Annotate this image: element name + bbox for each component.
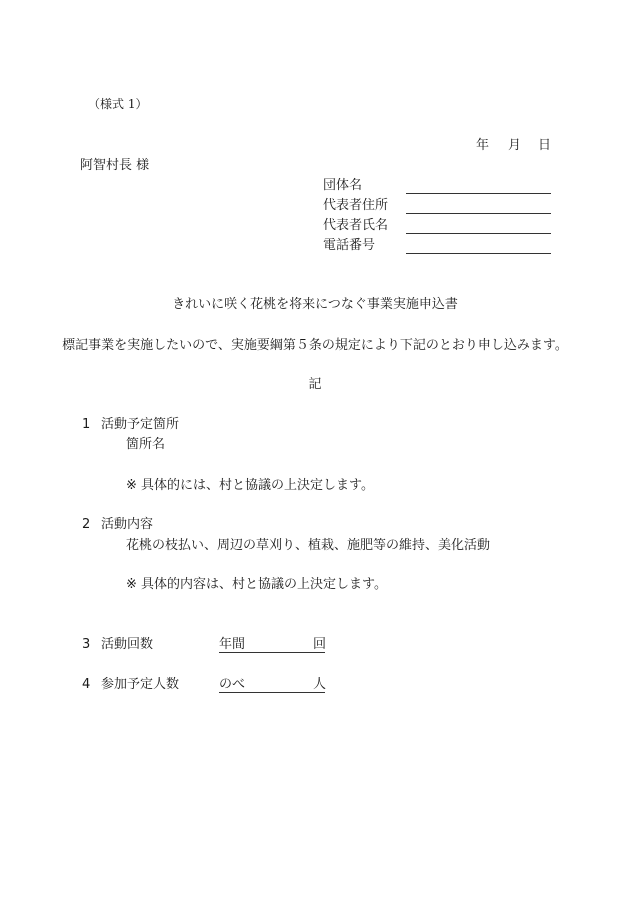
item-1-detail: 箇所名 bbox=[126, 437, 166, 452]
date-month-label: 月 bbox=[508, 138, 522, 153]
intro-text: 標記事業を実施したいので、実施要綱第５条の規定により下記のとおり申し込みます。 bbox=[62, 338, 568, 353]
participant-count-field[interactable] bbox=[219, 692, 325, 693]
item-3-suffix: 回 bbox=[313, 637, 327, 652]
addressee: 阿智村長 様 bbox=[80, 158, 150, 173]
field-label-representative-name: 代表者氏名 bbox=[323, 218, 389, 233]
item-2-note: ※ 具体的内容は、村と協議の上決定します。 bbox=[126, 577, 387, 592]
document-title: きれいに咲く花桃を将来につなぐ事業実施申込書 bbox=[172, 297, 458, 312]
item-4-number: 4 bbox=[82, 677, 91, 692]
item-4-heading: 参加予定人数 bbox=[101, 677, 180, 692]
item-4-prefix: のべ bbox=[219, 677, 246, 692]
activity-count-field[interactable] bbox=[219, 652, 325, 653]
item-2-number: 2 bbox=[82, 517, 91, 532]
form-number: （様式 1） bbox=[88, 97, 148, 111]
item-1-number: 1 bbox=[82, 417, 91, 432]
item-1-note: ※ 具体的には、村と協議の上決定します。 bbox=[126, 478, 374, 493]
item-2-heading: 活動内容 bbox=[101, 517, 154, 532]
item-4-suffix: 人 bbox=[313, 677, 327, 692]
item-3-heading: 活動回数 bbox=[101, 637, 154, 652]
item-3-number: 3 bbox=[82, 637, 91, 652]
representative-name-field[interactable] bbox=[406, 233, 551, 234]
phone-number-field[interactable] bbox=[406, 253, 551, 254]
item-3-prefix: 年間 bbox=[219, 637, 246, 652]
field-label-group-name: 団体名 bbox=[323, 178, 363, 193]
date-year-label: 年 bbox=[476, 138, 490, 153]
field-label-representative-address: 代表者住所 bbox=[323, 198, 389, 213]
ki-heading: 記 bbox=[308, 377, 322, 392]
item-1-heading: 活動予定箇所 bbox=[101, 417, 180, 432]
date-day-label: 日 bbox=[538, 138, 552, 153]
item-2-detail: 花桃の枝払い、周辺の草刈り、植栽、施肥等の維持、美化活動 bbox=[126, 538, 491, 553]
group-name-field[interactable] bbox=[406, 193, 551, 194]
representative-address-field[interactable] bbox=[406, 213, 551, 214]
field-label-phone-number: 電話番号 bbox=[323, 238, 376, 253]
